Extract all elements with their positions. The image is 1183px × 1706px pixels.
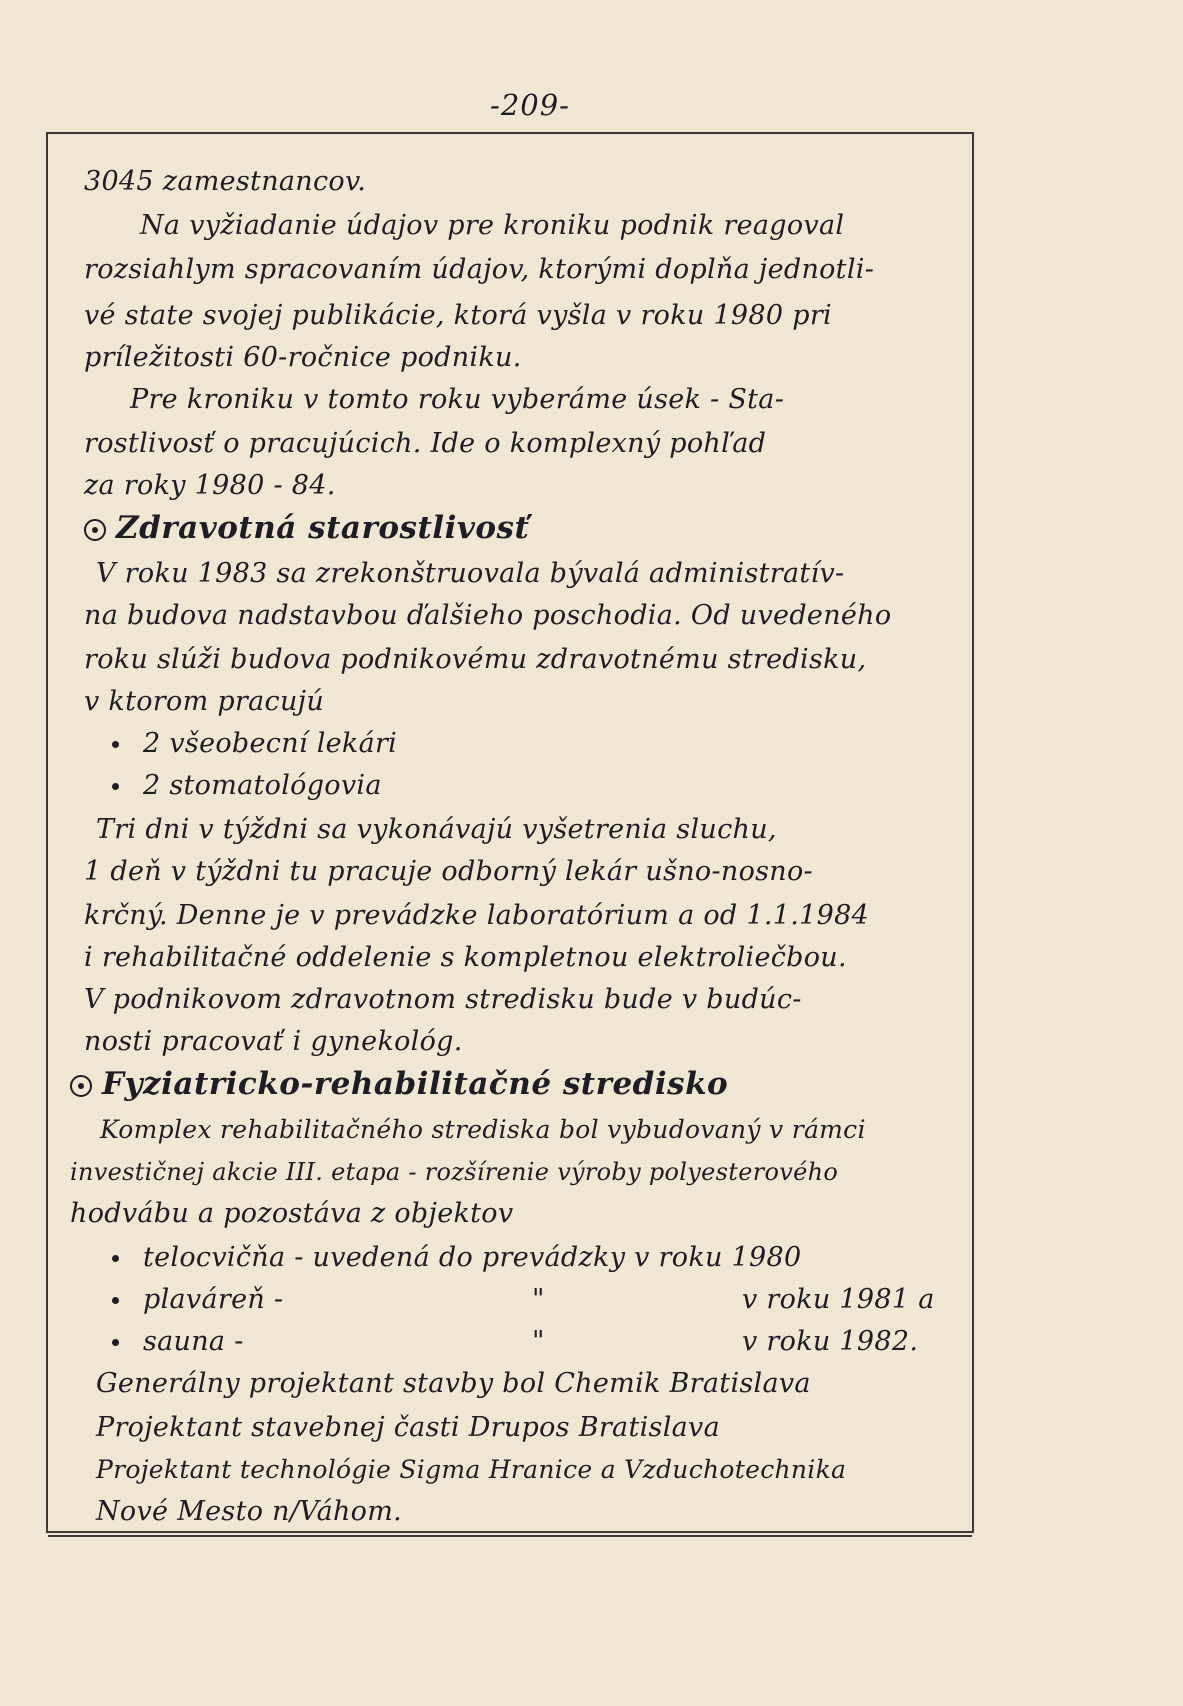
text-line: Generálny projektant stavby bol Chemik Bratislava	[96, 1368, 811, 1399]
list-item-year: v roku 1981 a	[742, 1284, 935, 1315]
text-line: Projektant technológie Sigma Hranice a Vzduchotechnika	[96, 1455, 847, 1484]
list-item-year: v roku 1982.	[742, 1326, 919, 1357]
bullet-icon	[112, 1255, 119, 1262]
text-line: Projektant stavebnej časti Drupos Bratislava	[96, 1412, 720, 1443]
text-line: 3045 zamestnancov.	[84, 166, 367, 197]
page-number: -209-	[490, 88, 570, 122]
text-line: Tri dni v týždni sa vykonávajú vyšetrenia sluchu,	[96, 814, 777, 845]
bullet-icon	[112, 1297, 119, 1304]
text-line: 1 deň v týždni tu pracuje odborný lekár ušno-nosno-	[84, 856, 813, 887]
text-line: Komplex rehabilitačného strediska bol vybudovaný v rámci	[100, 1115, 866, 1144]
text-line: Nové Mesto n/Váhom.	[96, 1496, 402, 1527]
list-item	[112, 1280, 935, 1320]
text-line: V roku 1983 sa zrekonštruovala bývalá administratív-	[96, 558, 845, 589]
text-line: nosti pracovať i gynekológ.	[84, 1026, 463, 1057]
bullet-icon	[112, 741, 119, 748]
text-line: roku slúži budova podnikovému zdravotnému stredisku,	[84, 644, 867, 675]
text-line: Na vyžiadanie údajov pre kroniku podnik reagoval	[140, 210, 845, 241]
text-line: investičnej akcie III. etapa - rozšírenie výroby polyesterového	[70, 1158, 839, 1186]
section-heading	[84, 508, 529, 548]
text-line: za roky 1980 - 84.	[84, 470, 336, 501]
text-line: V podnikovom zdravotnom stredisku bude v budúc-	[84, 984, 802, 1015]
text-line: rozsiahlym spracovaním údajov, ktorými doplňa jednotli-	[84, 254, 875, 285]
text-line: i rehabilitačné oddelenie s kompletnou elektroliečbou.	[84, 942, 847, 973]
circle-bullet-icon	[84, 519, 106, 541]
text-line: hodvábu a pozostáva z objektov	[70, 1198, 514, 1229]
text-line: Pre kroniku v tomto roku vyberáme úsek - Sta-	[130, 384, 785, 415]
text-line: na budova nadstavbou ďalšieho poschodia. Od uvedeného	[84, 600, 892, 631]
text-line: vé state svojej publikácie, ktorá vyšla v roku 1980 pri	[84, 300, 832, 331]
list-item-text: 2 všeobecní lekári	[143, 728, 398, 759]
bullet-icon	[112, 1339, 119, 1346]
bullet-icon	[112, 783, 119, 790]
list-item	[112, 1322, 932, 1362]
text-line: rostlivosť o pracujúcich. Ide o komplexný pohľad	[84, 428, 767, 459]
list-item	[112, 766, 382, 806]
text-line: príležitosti 60-ročnice podniku.	[84, 342, 522, 373]
ditto-mark: "	[532, 1326, 545, 1357]
text-line: v ktorom pracujú	[84, 686, 325, 717]
list-item-text: plaváreň -	[143, 1284, 284, 1315]
list-item-text: 2 stomatológovia	[143, 770, 382, 801]
list-item-text: sauna -	[143, 1326, 244, 1357]
list-item-text: telocvičňa - uvedená do prevádzky v roku 1980	[143, 1242, 802, 1273]
ditto-mark: "	[532, 1284, 545, 1315]
section-heading-text: Zdravotná starostlivosť	[116, 510, 530, 546]
circle-bullet-icon	[70, 1075, 92, 1097]
text-line: krčný. Denne je v prevádzke laboratórium a od 1.1.1984	[84, 900, 870, 931]
list-item	[112, 1238, 801, 1278]
section-heading	[70, 1064, 728, 1104]
section-heading-text: Fyziatricko-rehabilitačné stredisko	[102, 1066, 729, 1102]
list-item	[112, 724, 397, 764]
